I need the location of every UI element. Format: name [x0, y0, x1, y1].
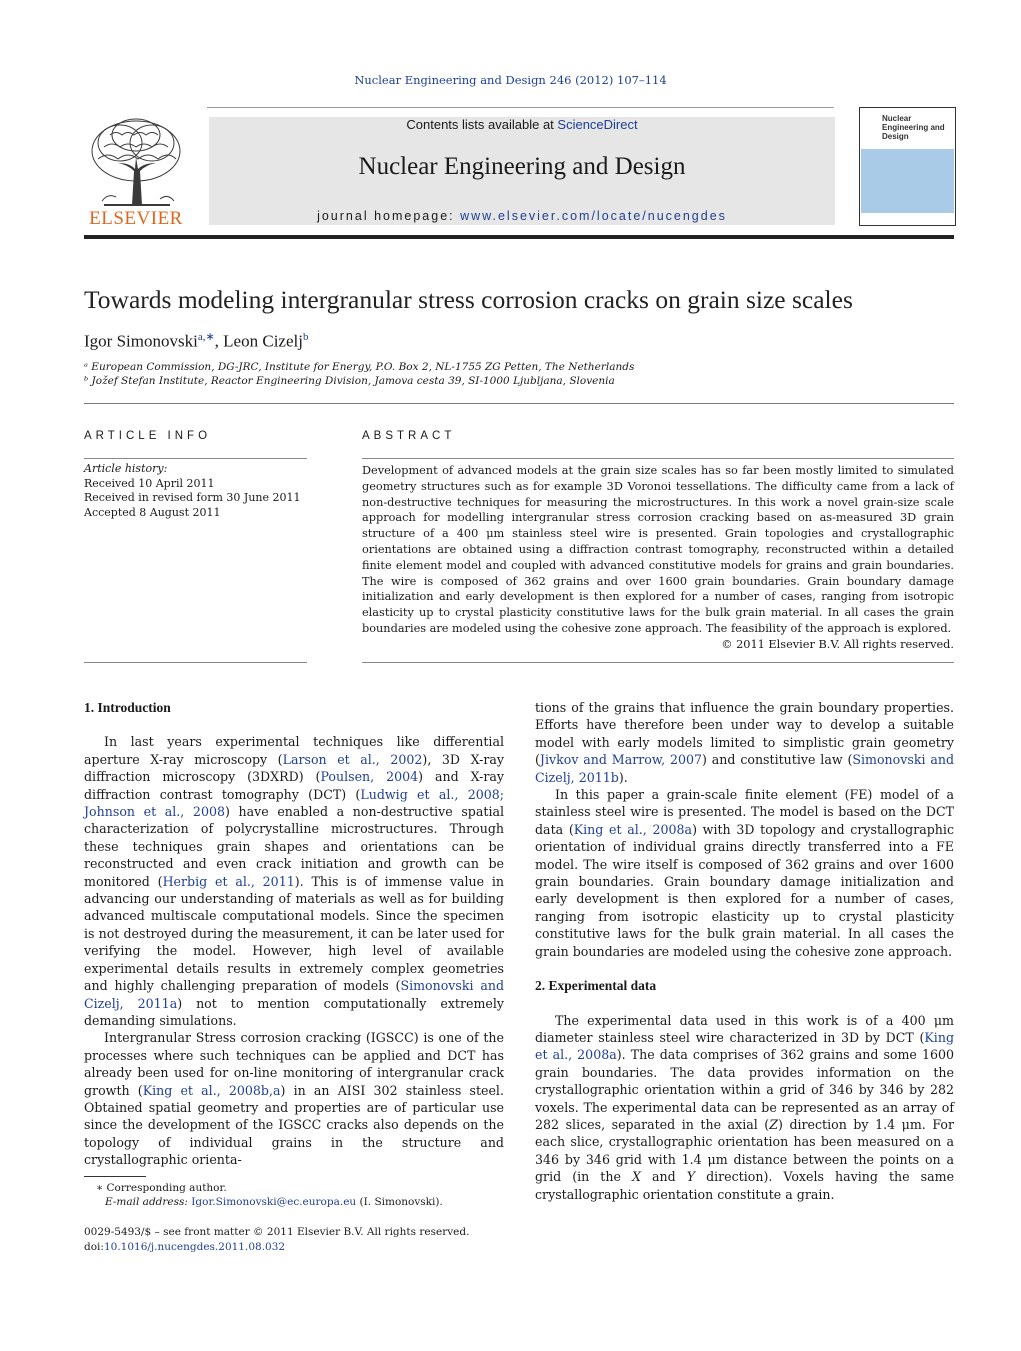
paragraph-text: ). The data comprises of 362 grains and some 1600 grain boundaries. The data provides information on the crystallographic orientation within a grid of 346 by 346 by 282 voxels. The experimental data can be represented as an array of 282 slices, separated in the axial ( — [535, 1047, 954, 1132]
paragraph-text: ) not to mention computationally extremely demanding simulations. — [84, 995, 504, 1028]
author-affiliation-mark[interactable]: a,∗ — [197, 331, 215, 343]
history-label: Article history: — [84, 462, 168, 475]
paragraph-text: ) in an AISI 302 stainless steel. Obtained spatial geometry and properties are of particular use since the development of the IGSCC cracks also depends on the topology of individual grains in the structure and crystallographic orienta- — [84, 1082, 504, 1168]
paragraph-text: ) and X-ray diffraction contrast tomography (DCT) ( — [84, 769, 504, 802]
homepage-link[interactable]: www.elsevier.com/locate/nucengdes — [460, 209, 727, 223]
contents-prefix: Contents lists available at — [406, 117, 558, 132]
article-history — [84, 462, 307, 520]
author-name: Igor Simonovski — [84, 331, 198, 351]
italic-symbol: X — [631, 1169, 641, 1185]
paragraph-text: and — [640, 1169, 687, 1185]
email-link[interactable]: Igor.Simonovski@ec.europa.eu — [191, 1196, 357, 1208]
paragraph-text: ) and constitutive law ( — [702, 752, 853, 768]
abstract-text: Development of advanced models at the grain size scales has so far been mostly limited to simulated geometry structures such as for example 3D Voronoi tessellations. The difficulty came from a lack of non-destructive techniques for measuring the microstructures. In this work a novel grain-size scale approach for modelling intergranular stress corrosion cracking based on as-measured 3D grain structure of a 400 μm stainless steel wire is presented. Grain topologies and crystallographic orientations are obtained using a diffraction contrast tomography, reconstructed within a detailed finite element model and coupled with advanced constitutive models for grains and grain boundaries. The wire is composed of 362 grains and over 1600 grain boundaries. Grain boundary damage initialization and early development is then explored for a number of cases, ranging from isotropic elasticity up to crystal plasticity constitutive laws for the bulk grain material. In all cases the grain boundaries are modeled using the cohesive zone approach. The feasibility of the approach is explored. — [362, 464, 954, 635]
elsevier-wordmark: ELSEVIER — [89, 208, 183, 229]
paragraph-text: ) have enabled a non-destructive spatial characterization of polycrystalline microstructures. Through these techniques grain shapes and orientations can be reconstructed and even crack initiation and growth can be monitored ( — [84, 804, 505, 889]
italic-symbol: Y — [686, 1169, 696, 1185]
author-name: Leon Cizelj — [223, 331, 303, 351]
citation-link[interactable]: Simonovski and Cizelj, 2011b — [535, 752, 955, 785]
citation-link[interactable]: Poulsen, 2004 — [320, 769, 419, 785]
article-info-bottom-rule — [84, 662, 307, 663]
paragraph-text: ). — [618, 769, 628, 785]
paragraph-text: tions of the grains that influence the grain boundary properties. Efforts have therefore been under way to develop a suitable model with early models limited to simplistic grain geometry ( — [535, 700, 954, 768]
citation-link[interactable]: King et al., 2008a — [535, 1029, 954, 1063]
contents-line — [209, 117, 835, 132]
article-info-rule — [84, 458, 307, 459]
affiliation-b: ᵇ Jožef Stefan Institute, Reactor Engineering Division, Jamova cesta 39, SI-1000 Ljubljana, Slovenia — [84, 375, 615, 387]
paragraph-text: ), 3D X-ray diffraction microscopy (3DXRD) ( — [84, 751, 504, 785]
paragraph-text: ) with 3D topology and crystallographic orientation of individual grains directly transferred into a FE model. The wire itself is composed of 362 grains and over 1600 grain boundaries. Grain boundary damage initialization and early development is then explored for a number of cases, ranging from isotropic elasticity up to crystal plasticity constitutive laws for the bulk grain material. In all cases the grain boundaries are modeled using the cohesive zone approach. — [535, 821, 954, 959]
paragraph — [535, 786, 954, 960]
doi-link[interactable]: 10.1016/j.nucengdes.2011.08.032 — [103, 1241, 286, 1253]
journal-homepage — [209, 209, 835, 223]
title-divider — [84, 403, 954, 404]
cover-title: Nuclear Engineering and Design — [882, 114, 945, 141]
header-thick-rule — [84, 235, 954, 239]
paragraph — [84, 1029, 504, 1168]
received-date: Received 10 April 2011 — [84, 476, 215, 490]
paragraph-text: Intergranular Stress corrosion cracking (IGSCC) is one of the processes where such techniques can be applied and DCT has already been used for on-line monitoring of intergranular crack growth ( — [84, 1030, 504, 1098]
citation-link[interactable]: Jivkov and Marrow, 2007 — [539, 752, 703, 768]
citation-link[interactable]: Herbig et al., 2011 — [162, 873, 295, 889]
paragraph-text: In last years experimental techniques like differential aperture X-ray microscopy ( — [84, 734, 504, 767]
body-column-left — [84, 699, 504, 1169]
article-info-heading: ARTICLE INFO — [84, 430, 212, 442]
footnote-text: Corresponding author. — [103, 1182, 227, 1194]
doi-prefix: doi: — [84, 1241, 104, 1253]
footnote-rule — [84, 1176, 146, 1177]
paragraph-text: The experimental data used in this work is of a 400 μm diameter stainless steel wire characterized in 3D by DCT ( — [535, 1012, 954, 1045]
paragraph-text: direction). Voxels having the same crystallographic orientation constitute a grain. — [535, 1169, 955, 1202]
doi-line — [84, 1241, 285, 1253]
journal-citation[interactable]: Nuclear Engineering and Design 246 (2012) 107–114 — [354, 73, 667, 87]
author-affiliation-mark[interactable]: b — [302, 331, 309, 343]
elsevier-tree-icon — [84, 115, 188, 207]
email-suffix: (I. Simonovski). — [356, 1196, 443, 1208]
accepted-date: Accepted 8 August 2011 — [84, 505, 221, 519]
citation-link[interactable]: Simonovski and Cizelj, 2011a — [84, 978, 505, 1011]
elsevier-logo — [84, 115, 188, 230]
paragraph — [84, 733, 504, 1029]
header-divider — [207, 107, 834, 108]
abstract-rule — [362, 458, 954, 459]
journal-cover-thumbnail[interactable] — [859, 107, 956, 226]
citation-link[interactable]: Larson et al., 2002 — [282, 751, 423, 767]
abstract-bottom-rule — [362, 662, 954, 663]
citation-link[interactable]: King et al., 2008b,a — [142, 1082, 281, 1098]
citation-link[interactable]: King et al., 2008a — [573, 821, 693, 837]
body-column-right — [535, 699, 954, 1203]
paper-title: Towards modeling intergranular stress corrosion cracks on grain size scales — [84, 285, 853, 314]
section-heading: 2. Experimental data — [535, 978, 657, 994]
paragraph-text: In this paper a grain-scale finite element (FE) model of a stainless steel wire is presented. The model is based on the DCT data ( — [535, 787, 954, 837]
journal-title: Nuclear Engineering and Design — [358, 153, 686, 180]
abstract-heading: ABSTRACT — [362, 430, 456, 442]
email-note — [105, 1196, 443, 1208]
email-label: E-mail address: — [105, 1196, 192, 1208]
homepage-label: journal homepage: — [317, 209, 461, 223]
paragraph — [535, 1012, 954, 1203]
italic-symbol: Z — [769, 1116, 778, 1132]
section-heading: 1. Introduction — [84, 700, 171, 715]
affiliation-a: ᵃ European Commission, DG-JRC, Institute for Energy, P.O. Box 2, NL-1755 ZG Petten, The Netherlands — [84, 361, 635, 373]
footnote-mark: ∗ — [96, 1182, 104, 1194]
revised-date: Received in revised form 30 June 2011 — [84, 491, 301, 505]
citation-link[interactable]: Ludwig et al., 2008; Johnson et al., 2008 — [84, 786, 504, 820]
cover-image-panel — [861, 149, 954, 213]
sciencedirect-link[interactable]: ScienceDirect — [557, 117, 638, 132]
paragraph-text: ). This is of immense value in advancing our understanding of materials as well as for building advanced multiscale computational models. Since the specimen is not destroyed during the measurement, it can be later used for verifying the model. However, high level of available experimental details results in extremely complex geometries and highly challenging preparation of models ( — [84, 873, 504, 994]
author-separator: , — [214, 331, 224, 351]
paragraph-text: ) direction by 1.4 μm. For each slice, crystallographic orientation has been measured on a 346 by 346 grid with 1.4 μm distance between the points on a grid (in the — [535, 1116, 954, 1185]
author-list — [84, 330, 308, 352]
abstract-copyright: © 2011 Elsevier B.V. All rights reserved. — [721, 638, 954, 651]
corresponding-author-note — [96, 1182, 227, 1194]
issn-line: 0029-5493/$ – see front matter © 2011 Elsevier B.V. All rights reserved. — [84, 1226, 470, 1238]
paragraph — [535, 699, 954, 786]
